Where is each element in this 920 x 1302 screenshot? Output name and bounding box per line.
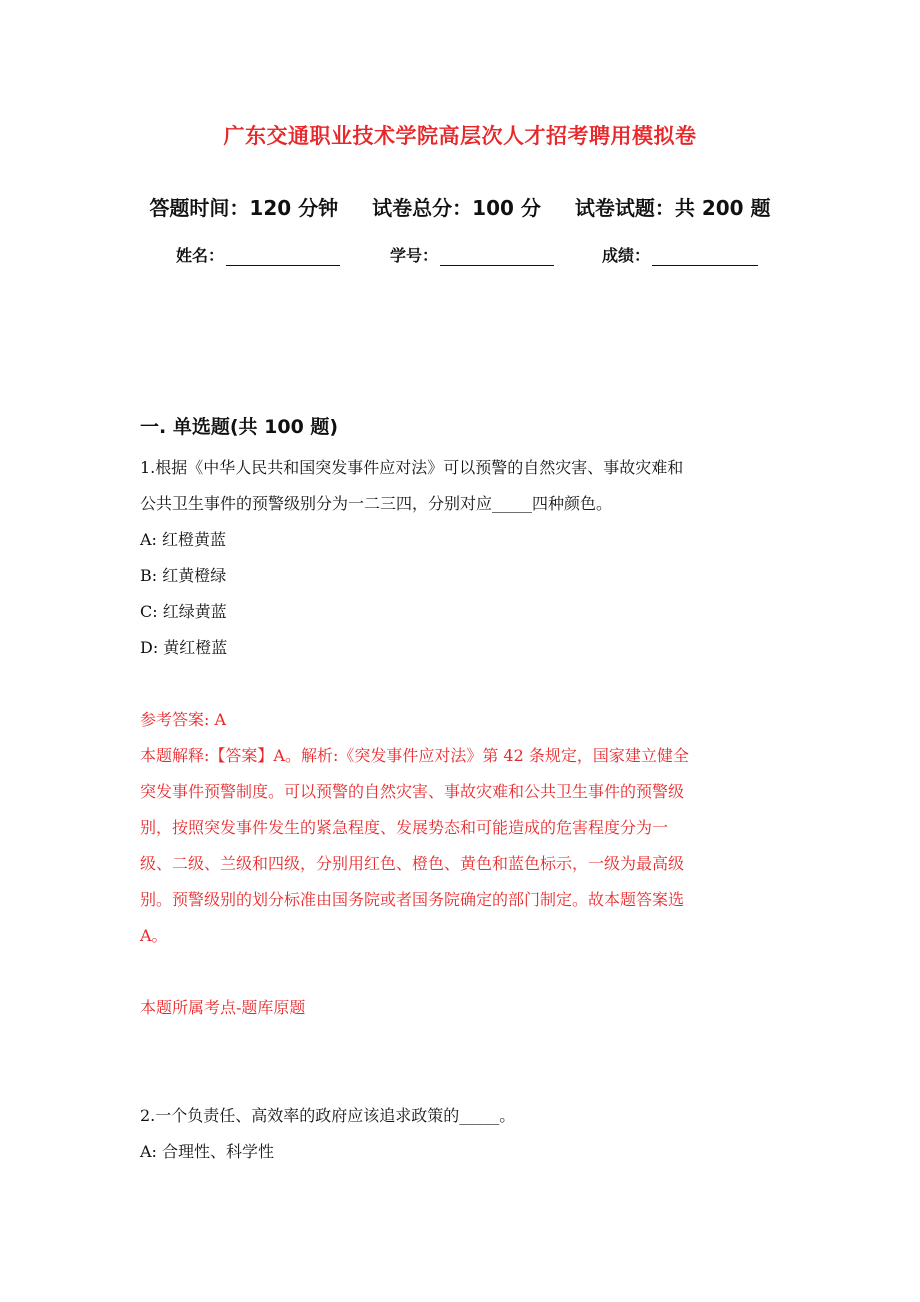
option-c: C: 红绿黄蓝 xyxy=(140,602,227,621)
analysis-line: 级、二级、兰级和四级，分别用红色、橙色、黄色和蓝色标示，一级为最高级 xyxy=(140,854,685,873)
question-1 xyxy=(140,450,780,1026)
analysis-line: 别，按照突发事件发生的紧急程度、发展势态和可能造成的危害程度分为一 xyxy=(140,818,669,837)
id-blank xyxy=(440,247,554,266)
option-a: A: 合理性、科学性 xyxy=(140,1142,275,1161)
score-blank xyxy=(652,247,758,266)
analysis-line: 别。预警级别的划分标准由国务院或者国务院确定的部门制定。故本题答案选 xyxy=(140,890,685,909)
exam-meta xyxy=(0,192,920,221)
name-field xyxy=(176,243,340,266)
option-d: D: 黄红橙蓝 xyxy=(140,638,228,657)
analysis-line: 突发事件预警制度。可以预警的自然灾害、事故灾难和公共卫生事件的预警级 xyxy=(140,782,685,801)
analysis-line: 本题解释:【答案】A。解析:《突发事件应对法》第 42 条规定，国家建立健全 xyxy=(140,746,689,765)
exam-total-questions: 试卷试题：共 200 题 xyxy=(574,196,771,220)
id-field xyxy=(390,243,554,266)
question-stem-line: 1.根据《中华人民共和国突发事件应对法》可以预警的自然灾害、事故灾难和 xyxy=(140,458,684,477)
reference-answer: 参考答案: A xyxy=(140,710,227,729)
name-label: 姓名： xyxy=(176,246,225,265)
id-label: 学号： xyxy=(390,246,439,265)
exam-title: 广东交通职业技术学院高层次人才招考聘用模拟卷 xyxy=(223,124,697,148)
name-blank xyxy=(226,247,340,266)
option-a: A: 红橙黄蓝 xyxy=(140,530,227,549)
score-label: 成绩： xyxy=(602,246,651,265)
question-stem-line: 公共卫生事件的预警级别分为一二三四，分别对应_____四种颜色。 xyxy=(140,494,613,513)
exam-content xyxy=(140,412,780,1170)
question-source: 本题所属考点-题库原题 xyxy=(140,998,306,1017)
score-field xyxy=(602,243,758,266)
question-stem-line: 2.一个负责任、高效率的政府应该追求政策的_____。 xyxy=(140,1106,516,1125)
question-2 xyxy=(140,1098,780,1170)
analysis-line: A。 xyxy=(140,926,168,945)
section-heading: 一. 单选题(共 100 题) xyxy=(140,416,339,438)
student-fields xyxy=(176,243,776,266)
exam-total-score: 试卷总分：100 分 xyxy=(372,196,541,220)
option-b: B: 红黄橙绿 xyxy=(140,566,227,585)
exam-time: 答题时间：120 分钟 xyxy=(149,196,339,220)
